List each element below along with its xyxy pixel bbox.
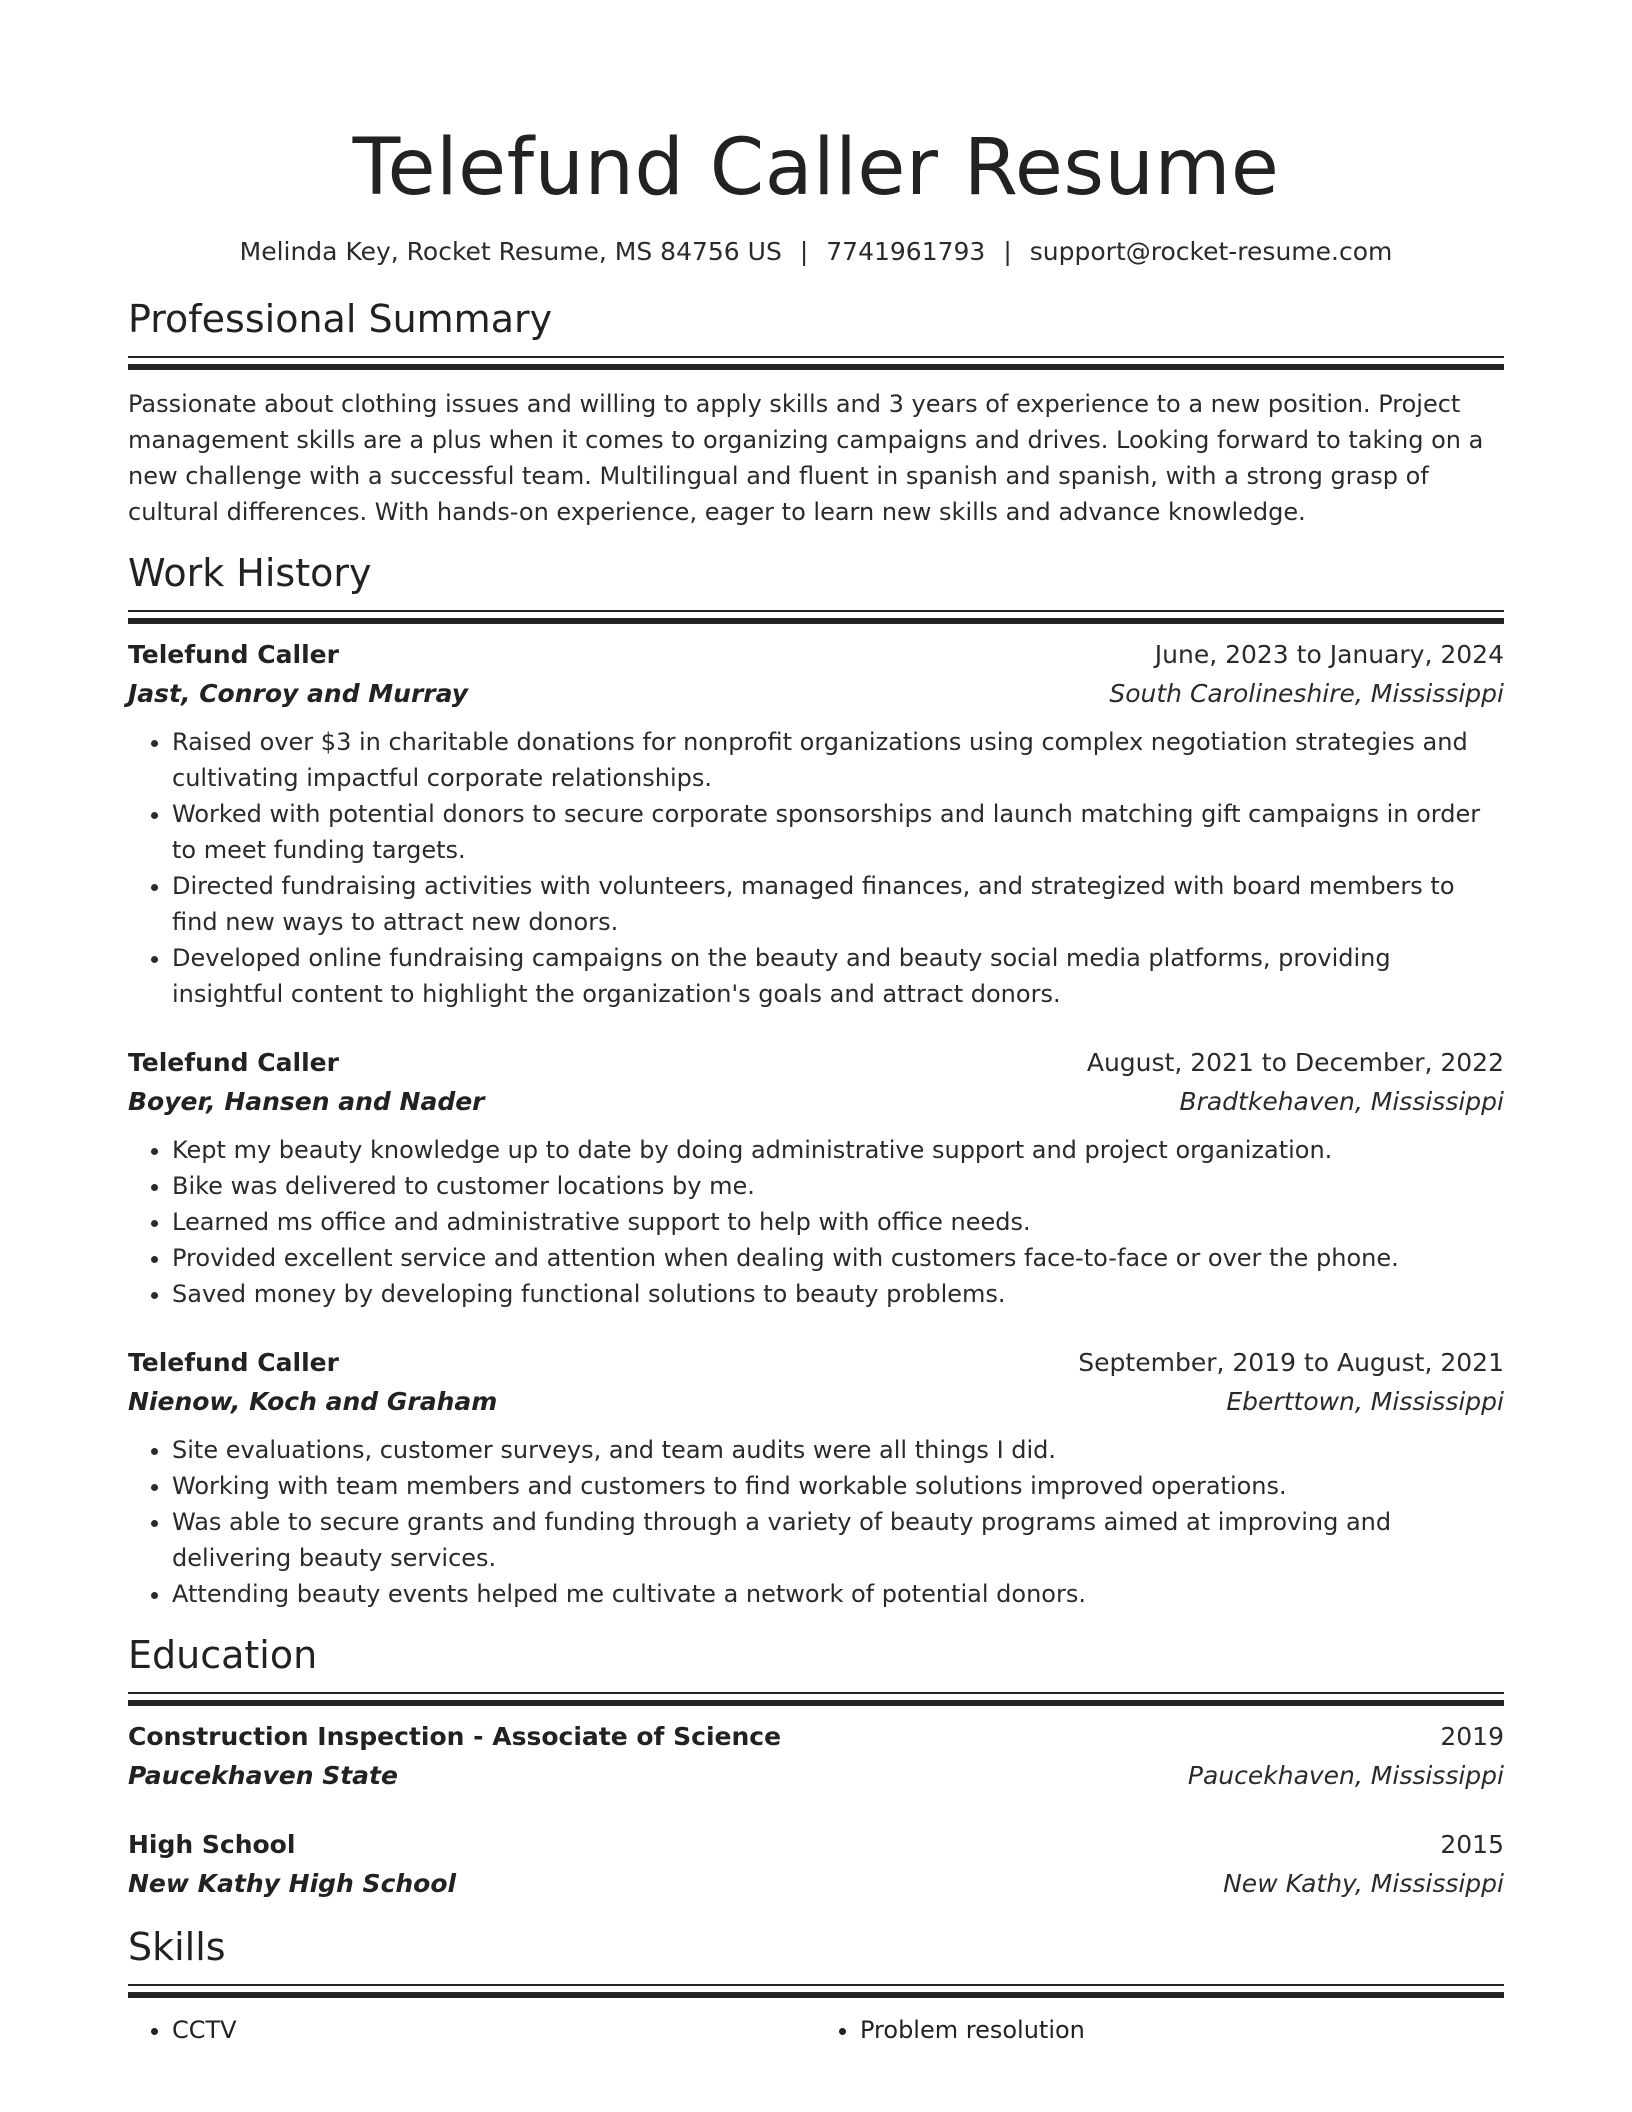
skill-item: • Problem resolution xyxy=(860,2012,1504,2048)
list-item: • Provided excellent service and attention when dealing with customers face-to-face or over the phone. xyxy=(172,1240,1504,1276)
school-location: New Kathy, Mississippi xyxy=(1223,1869,1504,1898)
list-item: • Raised over $3 in charitable donations for nonprofit organizations using complex negotiation strategies and cultivating impactful corporate relationships. xyxy=(172,724,1504,796)
job-title: Telefund Caller xyxy=(128,1048,339,1077)
job-title: Telefund Caller xyxy=(128,640,339,669)
job-bullets xyxy=(128,1132,1504,1312)
school-name: New Kathy High School xyxy=(128,1869,457,1898)
education-section xyxy=(128,1632,1504,1904)
work-entry xyxy=(128,1344,1504,1612)
list-item: • Learned ms office and administrative support to help with office needs. xyxy=(172,1204,1504,1240)
job-dates: August, 2021 to December, 2022 xyxy=(1086,1048,1504,1077)
skills-column-right xyxy=(816,2012,1504,2048)
skills-list xyxy=(128,2012,1504,2048)
degree-name: Construction Inspection - Associate of Science xyxy=(128,1722,782,1751)
section-divider-thick xyxy=(128,364,1504,370)
summary-section xyxy=(128,296,1504,530)
summary-text: Passionate about clothing issues and willing to apply skills and 3 years of experience to a new position. Project management skills are a plus when it comes to organizing campaigns and drives. Looking forward to taking on a new challenge with a successful team. Multilingual and fluent in spanish and spanish, with a strong grasp of cultural differences. With hands-on experience, eager to learn new skills and advance knowledge. xyxy=(128,390,1484,526)
contact-separator: | xyxy=(1003,237,1012,266)
job-bullets xyxy=(128,1432,1504,1612)
contact-email: support@rocket-resume.com xyxy=(1029,237,1393,266)
section-title-skills: Skills xyxy=(128,1925,226,1969)
resume-page xyxy=(128,0,1504,2048)
skills-column-left xyxy=(128,2012,816,2048)
section-title-summary: Professional Summary xyxy=(128,297,553,341)
job-location: Bradtkehaven, Mississippi xyxy=(1179,1087,1504,1116)
list-item: • Kept my beauty knowledge up to date by doing administrative support and project organization. xyxy=(172,1132,1504,1168)
section-divider-thin xyxy=(128,610,1504,612)
job-bullets xyxy=(128,724,1504,1012)
job-location: Eberttown, Mississippi xyxy=(1226,1387,1504,1416)
list-item: • Was able to secure grants and funding through a variety of beauty programs aimed at improving and delivering beauty services. xyxy=(172,1504,1504,1576)
section-divider-thin xyxy=(128,1984,1504,1986)
graduation-year: 2015 xyxy=(1440,1830,1504,1859)
skills-section xyxy=(128,1924,1504,2048)
skill-item: • CCTV xyxy=(172,2012,816,2048)
section-divider-thick xyxy=(128,618,1504,624)
company-name: Boyer, Hansen and Nader xyxy=(128,1087,485,1116)
work-entry xyxy=(128,636,1504,1012)
section-title-work: Work History xyxy=(128,551,372,595)
work-entry xyxy=(128,1044,1504,1312)
resume-title: Telefund Caller Resume xyxy=(352,123,1280,213)
graduation-year: 2019 xyxy=(1440,1722,1504,1751)
job-title: Telefund Caller xyxy=(128,1348,339,1377)
section-divider-thick xyxy=(128,1700,1504,1706)
list-item: • Bike was delivered to customer locations by me. xyxy=(172,1168,1504,1204)
section-divider-thin xyxy=(128,1692,1504,1694)
section-divider-thick xyxy=(128,1992,1504,1998)
job-location: South Carolineshire, Mississippi xyxy=(1109,679,1504,708)
contact-phone: 7741961793 xyxy=(826,237,986,266)
education-entry xyxy=(128,1718,1504,1796)
list-item: • Working with team members and customers to find workable solutions improved operations. xyxy=(172,1468,1504,1504)
school-name: Paucekhaven State xyxy=(128,1761,398,1790)
section-title-education: Education xyxy=(128,1633,318,1677)
list-item: • Site evaluations, customer surveys, and team audits were all things I did. xyxy=(172,1432,1504,1468)
work-section xyxy=(128,550,1504,1612)
contact-line xyxy=(128,236,1504,268)
school-location: Paucekhaven, Mississippi xyxy=(1187,1761,1504,1790)
list-item: • Worked with potential donors to secure corporate sponsorships and launch matching gift campaigns in order to meet funding targets. xyxy=(172,796,1504,868)
education-entry xyxy=(128,1826,1504,1904)
degree-name: High School xyxy=(128,1830,296,1859)
job-dates: September, 2019 to August, 2021 xyxy=(1078,1348,1504,1377)
list-item: • Saved money by developing functional solutions to beauty problems. xyxy=(172,1276,1504,1312)
contact-separator: | xyxy=(799,237,809,266)
company-name: Jast, Conroy and Murray xyxy=(128,679,469,708)
section-divider-thin xyxy=(128,356,1504,358)
company-name: Nienow, Koch and Graham xyxy=(128,1387,498,1416)
list-item: • Directed fundraising activities with volunteers, managed finances, and strategized with board members to find new ways to attract new donors. xyxy=(172,868,1504,940)
job-dates: June, 2023 to January, 2024 xyxy=(1154,640,1504,669)
contact-address: Melinda Key, Rocket Resume, MS 84756 US xyxy=(239,237,782,266)
list-item: • Developed online fundraising campaigns on the beauty and beauty social media platforms, providing insightful content to highlight the organization's goals and attract donors. xyxy=(172,940,1504,1012)
list-item: • Attending beauty events helped me cultivate a network of potential donors. xyxy=(172,1576,1504,1612)
